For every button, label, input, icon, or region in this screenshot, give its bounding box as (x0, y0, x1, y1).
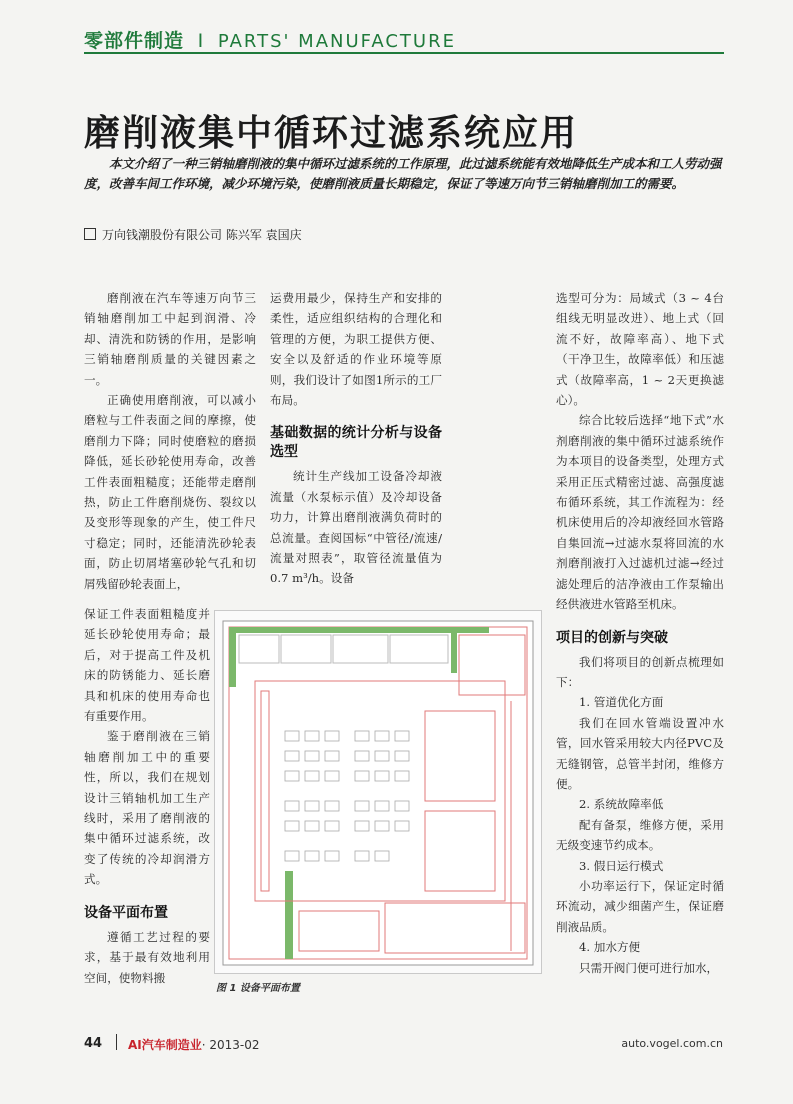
column-3 (556, 288, 724, 978)
col2-paragraph-1: 运费用最少，保持生产和安排的柔性，适应组织结构的合理化和管理的方便，为职工提供方便、安全以及舒适的作业环境等原则，我们设计了如图1所示的工厂布局。 (270, 291, 442, 408)
article-abstract: 本文介绍了一种三销轴磨削液的集中循环过滤系统的工作原理，此过滤系统能有效地降低生产成本和工人劳动强度，改善车间工作环境，减少环境污染，使磨削液质量长期稳定，保证了等速万向节三销轴磨削加工的需要。 (84, 156, 722, 191)
authors-text: 万向钱潮股份有限公司 陈兴军 袁国庆 (102, 228, 302, 242)
heading-layout: 设备平面布置 (84, 904, 168, 921)
checkbox-square-icon (84, 228, 96, 240)
header-rule (84, 52, 724, 54)
page-number: 44 (84, 1036, 103, 1051)
magazine-brand: AI汽车制造业 (128, 1038, 202, 1052)
column-2 (270, 288, 442, 589)
col2-paragraph-2: 统计生产线加工设备冷却液流量（水泵标示值）及冷却设备功力，计算出磨削液满负荷时的总流量。查阅国标“中管径/流速/流量对照表”，取管径流量值为 0.7 m³/h。设备 (270, 469, 442, 586)
footer-url: auto.vogel.com.cn (621, 1037, 723, 1050)
section-header-en: PARTS' MANUFACTURE (217, 31, 456, 52)
footer-magazine (128, 1036, 260, 1053)
section-header-separator: I (197, 30, 205, 52)
authors-line (84, 226, 302, 243)
article-title: 磨削液集中循环过滤系统应用 (84, 113, 579, 154)
col3-item-3-title: 3. 假日运行模式 (579, 858, 664, 873)
figure-caption: 图 1 设备平面布置 (216, 983, 300, 994)
col1-paragraph-1: 磨削液在汽车等速万向节三销轴磨削加工中起到润滑、冷却、清洗和防锈的作用，是影响三销轴磨削质量的关键因素之一。 (84, 291, 256, 387)
col3-item-2-text: 配有备泵，维修方便，采用无级变速节约成本。 (556, 817, 724, 853)
column-1-top (84, 288, 256, 594)
col3-paragraph-2: 综合比较后选择“地下式”水剂磨削液的集中循环过滤系统作为本项目的设备类型，处理方式采用正压式精密过滤、高强度滤布循环系统，其工作流程为：经机床使用后的冷却液经回水管路自集回流→过滤水泵将回流的水剂磨削液打入过滤机过滤→经过滤处理后的洁净液由工作泵输出经供液进水管路至机床。 (556, 413, 724, 612)
col3-item-3-text: 小功率运行下，保证定时循环流动，减少细菌产生，保证磨削液品质。 (556, 878, 724, 934)
col1-paragraph-3: 鉴于磨削液在三销轴磨削加工中的重要性，所以，我们在规划设计三销轴机加工生产线时，采用了磨削液的集中循环过滤系统，改变了传统的冷却润滑方式。 (84, 729, 210, 887)
column-1-bottom (84, 604, 210, 988)
col3-item-1-text: 我们在回水管端设置冲水管，回水管采用较大内径PVC及无缝钢管，总管半封闭，维修方便。 (556, 715, 724, 791)
col3-item-4-text: 只需开阀门便可进行加水， (579, 960, 719, 975)
col1-paragraph-2-continued: 保证工件表面粗糙度并延长砂轮使用寿命；最后，对于提高工件及机床的防锈能力、延长磨具和机床的使用寿命也有重要作用。 (84, 607, 210, 724)
col3-item-1-title: 1. 管道优化方面 (579, 695, 664, 710)
col1-paragraph-2: 正确使用磨削液，可以减小磨粒与工件表面之间的摩擦，使磨削力下降；同时使磨粒的磨损降低，延长砂轮使用寿命，改善工件表面粗糙度；还能带走磨削热，防止工件磨削烧伤、裂纹以及变形等现象的产生，使工件尺寸稳定；同时，还能清洗砂轮表面，防止切屑堵塞砂轮气孔和切屑残留砂轮表面上， (84, 393, 256, 591)
heading-innovation: 项目的创新与突破 (556, 629, 668, 646)
col3-item-4-title: 4. 加水方便 (579, 940, 641, 955)
magazine-issue: · 2013-02 (201, 1038, 260, 1052)
heading-statistics: 基础数据的统计分析与设备选型 (270, 425, 442, 461)
section-header (84, 26, 456, 53)
col3-item-2-title: 2. 系统故障率低 (579, 797, 664, 812)
footer-divider (116, 1034, 117, 1050)
floor-plan-drawing (215, 611, 541, 973)
col3-paragraph-1: 选型可分为：局域式（3 ~ 4台组线无明显改进）、地上式（回流不好，故障率高）、地下式（干净卫生，故障率低）和压滤式（故障率高，1 ~ 2天更换滤心）。 (556, 291, 724, 408)
col3-paragraph-3: 我们将项目的创新点梳理如下： (556, 654, 724, 689)
col1-paragraph-4: 遵循工艺过程的要求，基于最有效地利用空间，使物料搬 (84, 929, 210, 985)
section-header-cn: 零部件制造 (84, 30, 185, 52)
floor-plan-figure (214, 610, 542, 974)
